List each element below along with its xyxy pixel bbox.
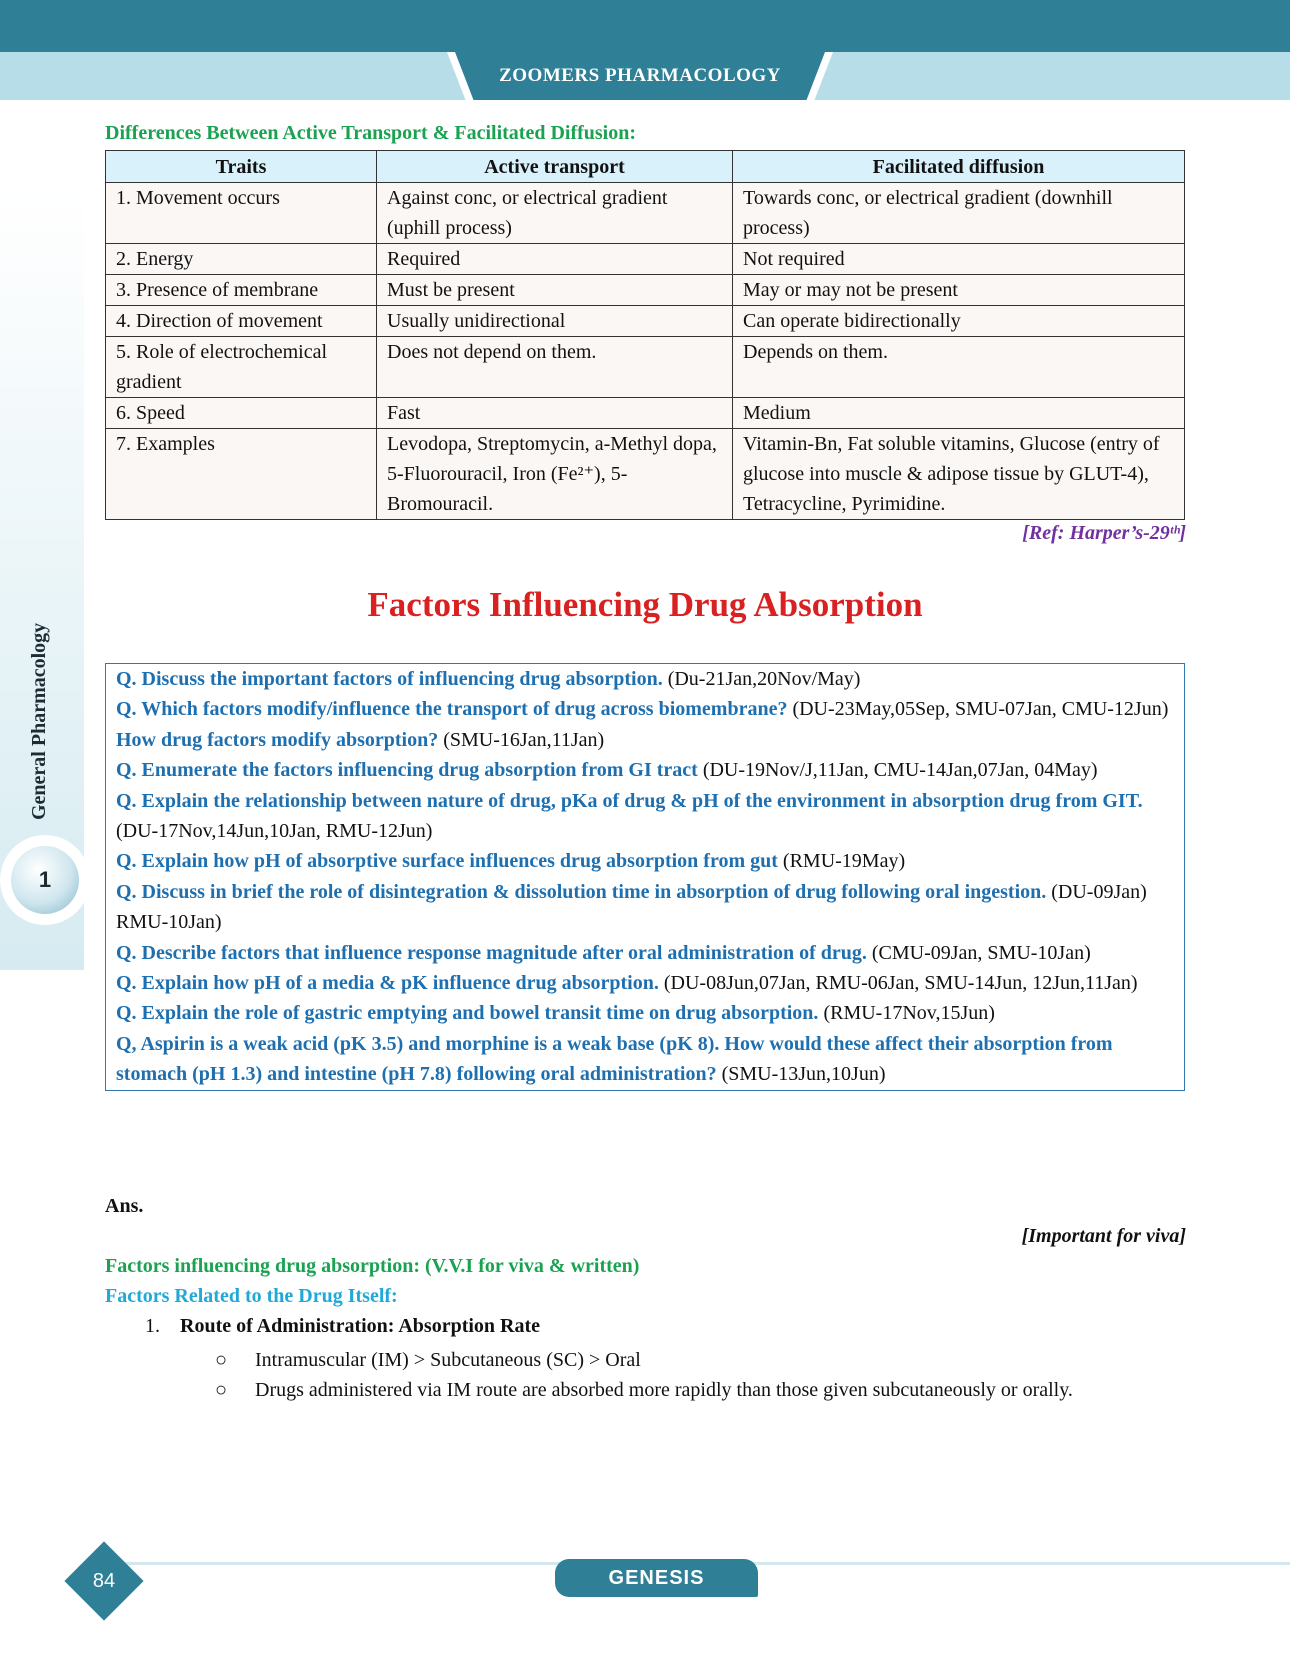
question-text: Q. Discuss in brief the role of disintegration & dissolution time in absorption of drug following oral ingestion. (116, 880, 1047, 903)
section-heading: Differences Between Active Transport & Facilitated Diffusion: (105, 122, 637, 144)
table-row (106, 275, 1185, 306)
question-source: (Du-21Jan,20Nov/May) (662, 668, 861, 690)
question-source: (RMU-17Nov,15Jun) (818, 1002, 995, 1025)
table-header-row (106, 151, 1185, 183)
question-item (116, 1029, 1174, 1090)
table-cell: Depends on them. (733, 337, 1185, 398)
bullet-text: Intramuscular (IM) > Subcutaneous (SC) > Oral (255, 1349, 641, 1371)
question-item (116, 786, 1174, 847)
table-cell: Medium (733, 398, 1185, 429)
question-text: Q. Explain the relationship between nature of drug, pKa of drug & pH of the environment in absorption drug from GIT. (116, 789, 1143, 812)
sidebar-label: General Pharmacology (28, 622, 50, 820)
table-header-cell: Active transport (377, 151, 733, 183)
question-source: (DU-17Nov,14Jun,10Jan, RMU-12Jun) (116, 820, 433, 843)
table-header-cell: Facilitated diffusion (733, 151, 1185, 183)
table-cell: Can operate bidirectionally (733, 306, 1185, 337)
question-item (116, 938, 1174, 968)
table-row (106, 337, 1185, 398)
table-row (106, 244, 1185, 275)
table-cell: 4. Direction of movement (106, 306, 377, 337)
question-text: Q. Describe factors that influence response magnitude after oral administration of drug. (116, 941, 867, 964)
bullet-text: Drugs administered via IM route are absorbed more rapidly than those given subcutaneously or orally. (255, 1379, 1073, 1401)
table-row (106, 183, 1185, 244)
question-text: Q. Enumerate the factors influencing drug absorption from GI tract (116, 759, 698, 782)
list-item-label: Route of Administration: Absorption Rate (180, 1315, 541, 1337)
question-text: Q. Discuss the important factors of influencing drug absorption. (116, 668, 663, 690)
bullet-circle-icon: ○ (215, 1379, 228, 1401)
question-source: (DU-19Nov/J,11Jan, CMU-14Jan,07Jan, 04May) (697, 759, 1098, 782)
question-item (116, 664, 1174, 694)
question-text: Q. Which factors modify/influence the transport of drug across biomembrane? (116, 698, 788, 721)
table-cell: 3. Presence of membrane (106, 275, 377, 306)
table-cell: Fast (377, 398, 733, 429)
answer-label: Ans. (105, 1195, 144, 1217)
question-item (116, 877, 1174, 938)
table-cell: 7. Examples (106, 429, 377, 520)
question-item (116, 998, 1174, 1028)
book-title: ZOOMERS PHARMACOLOGY (499, 65, 781, 86)
table-cell: 6. Speed (106, 398, 377, 429)
question-item (116, 755, 1174, 785)
chapter-badge: 1 (11, 846, 79, 914)
footer-brand: GENESIS (555, 1559, 758, 1597)
table-cell: Towards conc, or electrical gradient (downhill process) (733, 183, 1185, 244)
comparison-table (105, 150, 1185, 520)
question-text: Q, Aspirin is a weak acid (pK 3.5) and morphine is a weak base (pK 8). How would these affect their absorption from stomach (pH 1.3) and intestine (pH 7.8) following oral administration? (116, 1032, 1113, 1086)
question-item (116, 968, 1174, 998)
header-bar (0, 0, 1290, 52)
table-row (106, 398, 1185, 429)
question-text: How drug factors modify absorption? (116, 728, 439, 751)
table-cell: Levodopa, Streptomycin, a-Methyl dopa, 5-Fluorouracil, Iron (Fe²⁺), 5-Bromouracil. (377, 429, 733, 520)
table-cell: Usually unidirectional (377, 306, 733, 337)
important-note: [Important for viva] (1021, 1225, 1186, 1247)
question-text: Q. Explain how pH of a media & pK influence drug absorption. (116, 972, 659, 995)
table-cell: 2. Energy (106, 244, 377, 275)
table-cell: May or may not be present (733, 275, 1185, 306)
question-source: (RMU-19May) (777, 850, 906, 873)
list-item (145, 1315, 540, 1338)
table-header-cell: Traits (106, 151, 377, 183)
table-row (106, 429, 1185, 520)
question-item (116, 846, 1174, 876)
table-cell: Required (377, 244, 733, 275)
reference-note: [Ref: Harper’s-29ᵗʰ] (1022, 522, 1186, 544)
table-cell: 1. Movement occurs (106, 183, 377, 244)
table-cell: Vitamin-Bn, Fat soluble vitamins, Glucose (entry of glucose into muscle & adipose tissue by GLUT-4), Tetracycline, Pyrimidine. (733, 429, 1185, 520)
question-text: Q. Explain the role of gastric emptying and bowel transit time on drug absorption. (116, 1002, 819, 1025)
question-source: (SMU-16Jan,11Jan) (438, 728, 605, 751)
table-row (106, 306, 1185, 337)
table-cell: Must be present (377, 275, 733, 306)
question-source: (SMU-13Jun,10Jun) (716, 1063, 886, 1086)
page-number: 84 (92, 1569, 116, 1592)
factors-subheading: Factors Related to the Drug Itself: (105, 1285, 398, 1307)
questions-box (105, 663, 1185, 1091)
question-source: (DU-08Jun,07Jan, RMU-06Jan, SMU-14Jun, 12Jun,11Jan) (658, 972, 1138, 995)
list-number: 1. (145, 1315, 160, 1337)
bullet-circle-icon: ○ (215, 1349, 228, 1371)
question-text: Q. Explain how pH of absorptive surface influences drug absorption from gut (116, 850, 778, 873)
question-source: (CMU-09Jan, SMU-10Jan) (866, 941, 1091, 964)
question-item (116, 694, 1174, 755)
page-title: Factors Influencing Drug Absorption (367, 585, 923, 624)
question-source: (DU-09Jan) RMU-10Jan) (116, 880, 1147, 934)
question-source: (DU-23May,05Sep, SMU-07Jan, CMU-12Jun) (787, 698, 1169, 721)
table-cell: Not required (733, 244, 1185, 275)
table-cell: Does not depend on them. (377, 337, 733, 398)
factors-heading: Factors influencing drug absorption: (V.V.I for viva & written) (105, 1255, 640, 1277)
table-cell: 5. Role of electrochemical gradient (106, 337, 377, 398)
table-cell: Against conc, or electrical gradient (uphill process) (377, 183, 733, 244)
